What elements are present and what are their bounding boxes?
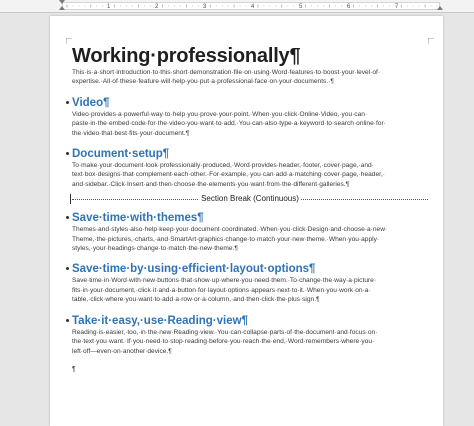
paragraph-reading-view: Reading·is·easier,·too,·in·the·new·Reading·view.·You·can·collapse·parts·of·the·document·and·focus·on· the·text·you·want.·If·you·need·to·stop·reading·before·you·reach·the·end,·Word·remembers·where·you· left·off—even·on·another·device.¶	[72, 328, 378, 355]
margin-corner-top-right	[428, 38, 434, 44]
ruler-number: 4	[251, 4, 255, 10]
cursor-mark	[70, 194, 71, 204]
ruler-number: 6	[347, 4, 351, 10]
ruler-number: 5	[299, 4, 303, 10]
section-break-label: Section Break (Continuous)	[201, 194, 299, 204]
ruler-number: 1	[107, 4, 111, 10]
heading-bullet-mark	[66, 152, 69, 155]
ruler-number: 2	[155, 4, 159, 10]
heading-video	[72, 96, 428, 110]
heading-layout-options-text: Save·time·by·using·efficient·layout·options¶	[72, 263, 316, 276]
document-page[interactable]	[50, 16, 443, 426]
horizontal-ruler[interactable]	[0, 0, 474, 13]
heading-reading-view-text: Take·it·easy,·use·Reading·view¶	[72, 314, 248, 327]
ruler-text-area	[62, 2, 440, 10]
paragraph-themes: Themes·and·styles·also·help·keep·your·document·coordinated.·When·you·click·Design·and·choose·a·new· Theme,·the·pictures,·charts,·and·SmartArt·graphics·change·to·match·your·new·theme.·When·you·apply· styles,·your·headings·change·to·match·the·new·theme.¶	[72, 226, 388, 253]
section-break-continuous	[72, 193, 428, 205]
intro-paragraph: This·is·a·short·introduction·to·this·short·demonstration·file·on·using·Word·features·to·boost·your·level·of· expertise.·All·of·these·feature·will·help·you·put·a·professional·face·on·your·documents.·¶	[72, 69, 381, 86]
document-title: Working·professionally¶	[72, 45, 301, 67]
heading-themes	[72, 211, 428, 225]
heading-reading-view	[72, 314, 428, 328]
first-line-indent-marker[interactable]	[59, 0, 65, 4]
heading-themes-text: Save·time·with·themes¶	[72, 212, 204, 225]
heading-bullet-mark	[66, 319, 69, 322]
heading-bullet-mark	[66, 216, 69, 219]
empty-paragraph-mark: ¶	[72, 365, 76, 373]
heading-layout-options	[72, 262, 428, 276]
paragraph-video: Video·provides·a·powerful·way·to·help·you·prove·your·point.·When·you·click·Online·Video,·you·can· paste·in·the·embed·code·for·the·video·you·want·to·add.·You·can·also·type·a·keyword·to·search·online·for· the·video·that·best·fits·your·document.¶	[72, 110, 386, 137]
heading-video-text: Video¶	[72, 96, 110, 109]
heading-bullet-mark	[66, 267, 69, 270]
paragraph-document-setup: To·make·your·document·look·professionally·produced,·Word·provides·header,·footer,·cover·page,·and· text·box·designs·that·complement·each·other.·For·example,·you·can·add·a·matching·cover·page,·header,· and·sidebar.·Click·Insert·and·then·choose·the·elements·you·want·from·the·different·galleries.¶	[72, 162, 385, 188]
heading-document-setup-text: Document·setup¶	[72, 148, 170, 161]
right-indent-marker[interactable]	[437, 6, 443, 10]
ruler-number: 3	[203, 4, 207, 10]
hanging-indent-marker[interactable]	[59, 6, 65, 10]
ruler-numbers	[63, 3, 439, 9]
ruler-number: 7	[395, 4, 399, 10]
document-body[interactable]	[72, 44, 428, 375]
heading-document-setup	[72, 147, 428, 161]
paragraph-layout-options: Save·time·in·Word·with·new·buttons·that·show·up·where·you·need·them.·To·change·the·way·a·picture· fits·in·your·document,·click·it·and·a·button·for·layout·options·appears·next·to·it.·When·you·work·on·a· table,·click·where·you·want·to·add·a·row·or·a·column,·and·then·click·the·plus·sign.¶	[72, 277, 377, 304]
heading-bullet-mark	[66, 101, 69, 104]
